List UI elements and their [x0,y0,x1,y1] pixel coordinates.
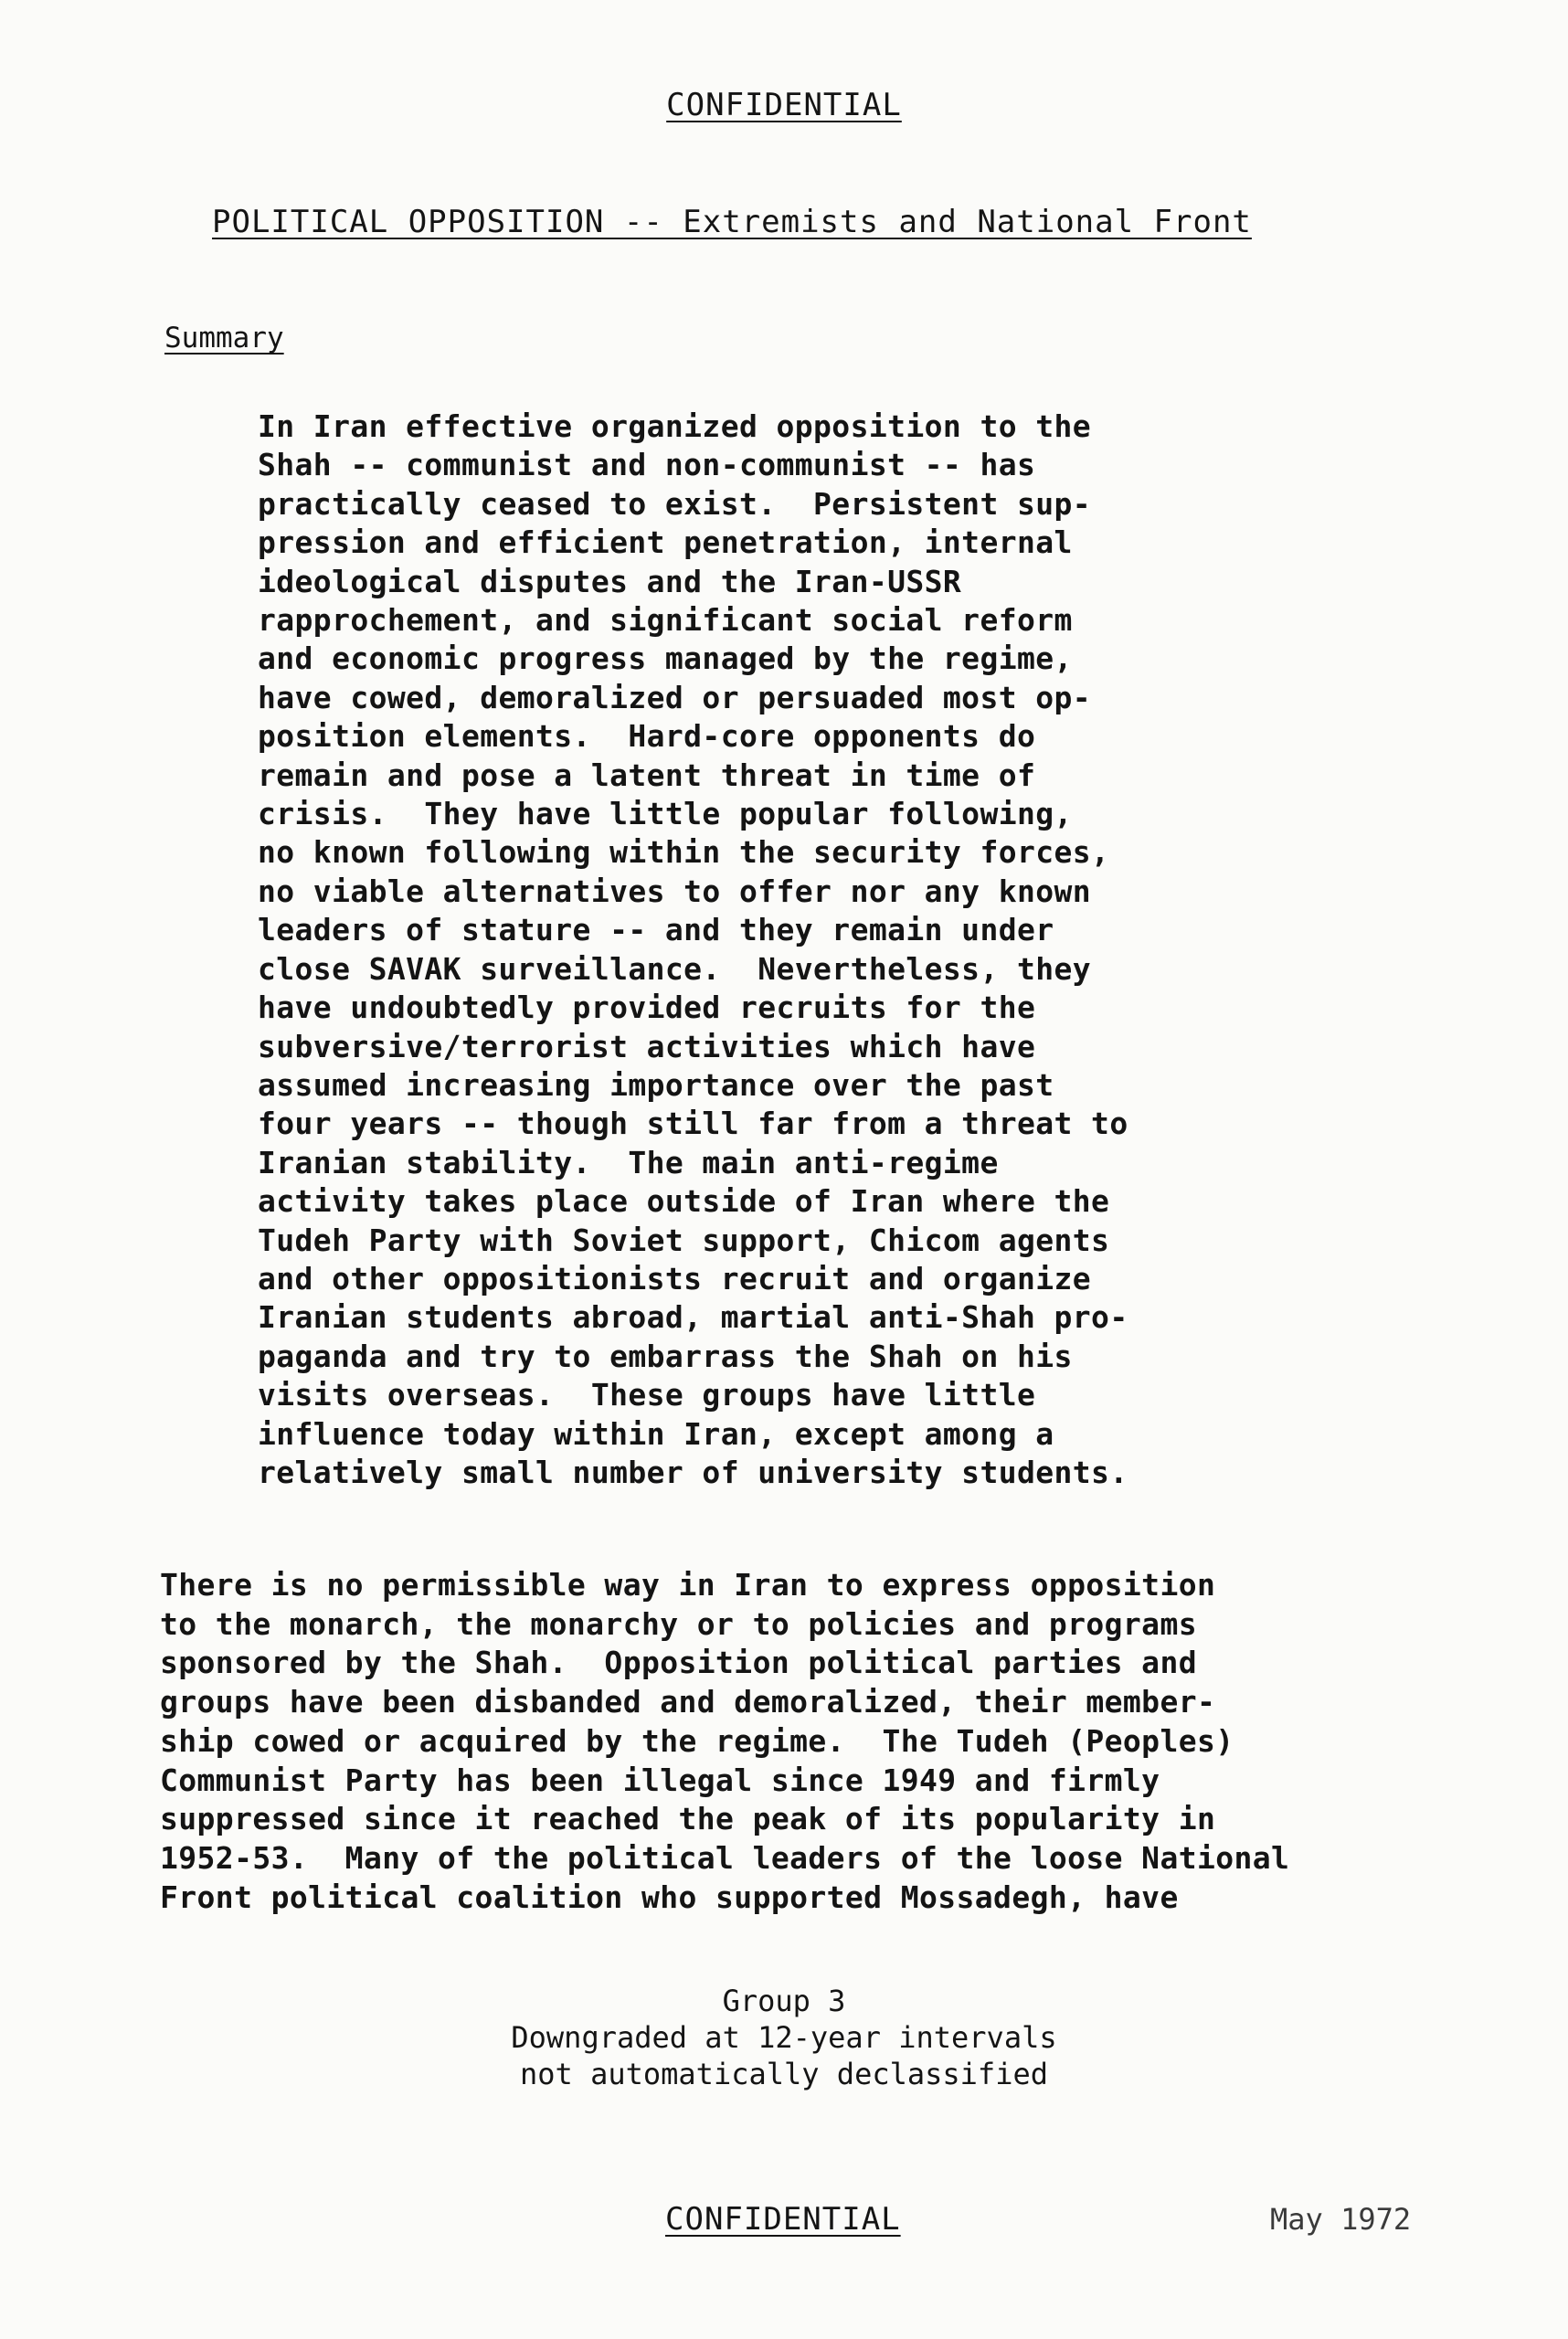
body-line: sponsored by the Shah. Opposition political parties and [160,1645,1197,1681]
summary-line: ideological disputes and the Iran-USSR [258,563,962,599]
summary-line: and other oppositionists recruit and organize [258,1260,1092,1297]
summary-line: Shah -- communist and non-communist -- has [258,447,1036,483]
summary-line: position elements. Hard-core opponents do [258,718,1036,755]
summary-line: activity takes place outside of Iran where the [258,1183,1110,1220]
body-paragraph [160,1566,1531,1917]
summary-line: have cowed, demoralized or persuaded most op- [258,679,1092,715]
summary-line: Tudeh Party with Soviet support, Chicom agents [258,1222,1110,1258]
summary-line: leaders of stature -- and they remain under [258,912,1054,948]
footer-classification-marking: CONFIDENTIAL [665,2201,901,2238]
summary-line: subversive/terrorist activities which have [258,1028,1036,1064]
body-line: 1952-53. Many of the political leaders of the loose National [160,1839,1290,1876]
summary-line: assumed increasing importance over the past [258,1066,1054,1103]
summary-heading: Summary [164,322,284,355]
summary-line: practically ceased to exist. Persistent sup- [258,485,1092,522]
body-line: ship cowed or acquired by the regime. The Tudeh (Peoples) [160,1722,1234,1759]
group-line: Downgraded at 12-year intervals [511,2020,1057,2055]
summary-line: remain and pose a latent threat in time of [258,757,1036,793]
summary-line: crisis. They have little popular following, [258,796,1073,832]
summary-line: paganda and try to embarrass the Shah on his [258,1338,1073,1374]
body-line: Front political coalition who supported Mossadegh, have [160,1879,1179,1915]
summary-line: no known following within the security forces, [258,834,1110,871]
summary-block [258,407,1354,1492]
document-title: POLITICAL OPPOSITION -- Extremists and National Front [212,204,1252,240]
summary-line: In Iran effective organized opposition to the [258,408,1092,444]
summary-line: influence today within Iran, except among a [258,1415,1054,1452]
summary-line: relatively small number of university students. [258,1454,1128,1490]
summary-line: no viable alternatives to offer nor any known [258,873,1092,909]
body-line: suppressed since it reached the peak of its popularity in [160,1801,1216,1837]
summary-line: and economic progress managed by the regime, [258,640,1073,677]
summary-line: Iranian students abroad, martial anti-Shah pro- [258,1299,1128,1336]
summary-line: Iranian stability. The main anti-regime [258,1144,999,1180]
group-line: not automatically declassified [520,2057,1048,2091]
header-classification-marking: CONFIDENTIAL [666,87,902,123]
summary-line: have undoubtedly provided recruits for the [258,990,1036,1026]
body-line: Communist Party has been illegal since 1949 and firmly [160,1762,1160,1798]
body-line: groups have been disbanded and demoralized, their member- [160,1684,1216,1720]
document-date: May 1972 [1270,2202,1412,2237]
body-line: There is no permissible way in Iran to express opposition [160,1567,1216,1603]
summary-line: rapprochement, and significant social reform [258,602,1073,639]
summary-line: four years -- though still far from a threat to [258,1106,1128,1142]
summary-line: visits overseas. These groups have little [258,1377,1036,1413]
body-line: to the monarch, the monarchy or to policies and programs [160,1605,1197,1642]
group-downgrade-marking [0,1983,1568,2092]
summary-line: pression and efficient penetration, internal [258,524,1073,561]
summary-line: close SAVAK surveillance. Nevertheless, they [258,950,1092,987]
group-line: Group 3 [722,1984,846,2018]
